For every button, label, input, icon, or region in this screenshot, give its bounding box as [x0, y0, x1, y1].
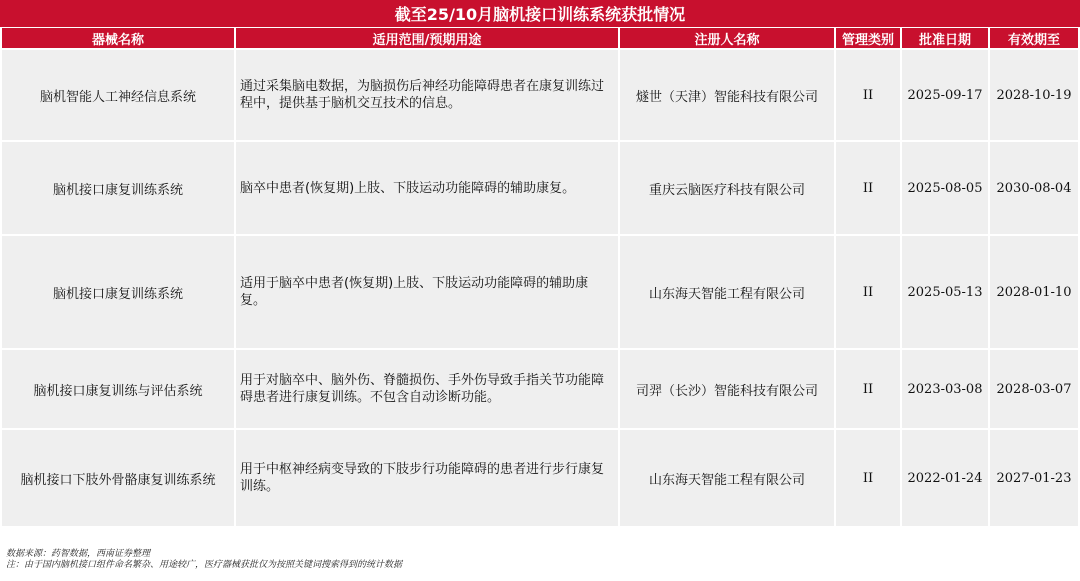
- approval-date-cell: 2023-03-08: [902, 348, 988, 428]
- table-row: [2, 48, 1078, 140]
- header-row: [2, 28, 1078, 48]
- header-device-name: 器械名称: [2, 28, 234, 48]
- valid-until-cell: 2028-10-19: [990, 48, 1078, 140]
- header-valid-until: 有效期至: [990, 28, 1078, 48]
- approval-date-cell: 2022-01-24: [902, 428, 988, 526]
- valid-until-cell: 2027-01-23: [990, 428, 1078, 526]
- remark-note: 注：由于国内脑机接口组件命名繁杂、用途较广，医疗器械获批仅为按照关键词搜索得到的统计数据: [6, 560, 403, 570]
- approval-date-cell: 2025-09-17: [902, 48, 988, 140]
- table-row: [2, 428, 1078, 526]
- valid-until-cell: 2030-08-04: [990, 140, 1078, 234]
- header-registrant: 注册人名称: [620, 28, 834, 48]
- category-cell: II: [836, 234, 900, 348]
- registrant-cell: 山东海天智能工程有限公司: [620, 234, 834, 348]
- scope-cell: 适用于脑卒中患者(恢复期)上肢、下肢运动功能障碍的辅助康复。: [236, 234, 618, 348]
- registrant-cell: 山东海天智能工程有限公司: [620, 428, 834, 526]
- scope-cell: 脑卒中患者(恢复期)上肢、下肢运动功能障碍的辅助康复。: [236, 140, 618, 234]
- valid-until-cell: 2028-01-10: [990, 234, 1078, 348]
- valid-until-cell: 2028-03-07: [990, 348, 1078, 428]
- scope-cell: 通过采集脑电数据，为脑损伤后神经功能障碍患者在康复训练过程中，提供基于脑机交互技术的信息。: [236, 48, 618, 140]
- table-row: [2, 140, 1078, 234]
- footnotes: [6, 549, 402, 571]
- category-cell: II: [836, 140, 900, 234]
- category-cell: II: [836, 428, 900, 526]
- approval-table: [0, 28, 1080, 526]
- table-row: [2, 348, 1078, 428]
- device-name-cell: 脑机接口康复训练系统: [2, 234, 234, 348]
- scope-cell: 用于对脑卒中、脑外伤、脊髓损伤、手外伤导致手指关节功能障碍患者进行康复训练。不包含自动诊断功能。: [236, 348, 618, 428]
- header-scope: 适用范围/预期用途: [236, 28, 618, 48]
- device-name-cell: 脑机接口康复训练与评估系统: [2, 348, 234, 428]
- header-category: 管理类别: [836, 28, 900, 48]
- device-name-cell: 脑机接口康复训练系统: [2, 140, 234, 234]
- device-name-cell: 脑机智能人工神经信息系统: [2, 48, 234, 140]
- scope-cell: 用于中枢神经病变导致的下肢步行功能障碍的患者进行步行康复训练。: [236, 428, 618, 526]
- approval-date-cell: 2025-05-13: [902, 234, 988, 348]
- category-cell: II: [836, 48, 900, 140]
- registrant-cell: 燧世（天津）智能科技有限公司: [620, 48, 834, 140]
- approval-date-cell: 2025-08-05: [902, 140, 988, 234]
- table-row: [2, 234, 1078, 348]
- header-approval-date: 批准日期: [902, 28, 988, 48]
- device-name-cell: 脑机接口下肢外骨骼康复训练系统: [2, 428, 234, 526]
- source-note: 数据来源：药智数据，西南证券整理: [6, 549, 151, 559]
- category-cell: II: [836, 348, 900, 428]
- table-title: 截至25/10月脑机接口训练系统获批情况: [0, 0, 1080, 27]
- registrant-cell: 司羿（长沙）智能科技有限公司: [620, 348, 834, 428]
- registrant-cell: 重庆云脑医疗科技有限公司: [620, 140, 834, 234]
